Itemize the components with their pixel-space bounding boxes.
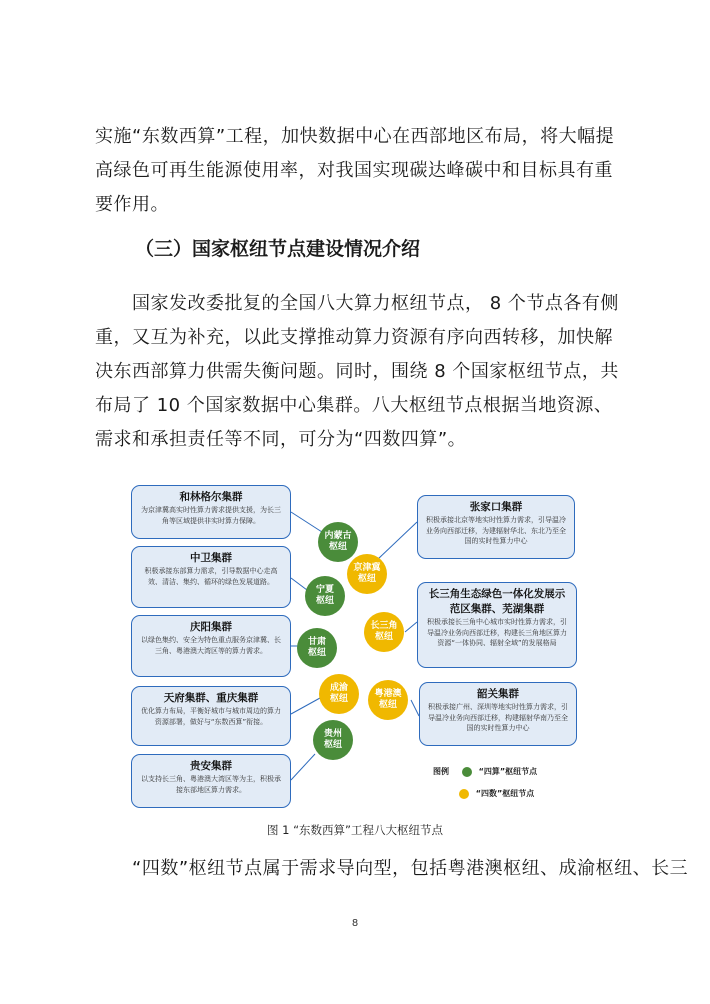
- node-label-line1: 长三角: [370, 621, 398, 631]
- cluster-card-helingeer: [131, 485, 291, 539]
- node-jingjinji: [347, 554, 387, 594]
- cluster-title: 庆阳集群: [190, 621, 232, 633]
- green-dot-icon: [462, 767, 472, 777]
- node-label-line2: 枢纽: [374, 632, 393, 642]
- node-label-line2: 枢纽: [329, 694, 348, 704]
- paragraph-continued: “四数”枢纽节点属于需求导向型，包括粤港澳枢纽、成渝枢纽、长三: [132, 858, 689, 879]
- legend: [433, 766, 583, 806]
- cluster-card-shaoguan: [419, 682, 577, 746]
- cluster-desc: 为京津冀高实时性算力需求提供支援，为长三角等区域提供非实时算力保障。: [141, 506, 281, 525]
- node-label-line2: 枢纽: [328, 542, 347, 552]
- paragraph-intro: 实施“东数西算”工程，加快数据中心在西部地区布局，将大幅提高绿色可再生能源使用率，对我国实现碳达峰碳中和目标具有重要作用。: [95, 126, 615, 215]
- node-label-line1: 粤港澳: [374, 689, 402, 699]
- cluster-title: 贵安集群: [190, 760, 232, 772]
- node-label-line1: 宁夏: [315, 585, 334, 595]
- cluster-card-qingyang: [131, 615, 291, 677]
- node-neimenggu: [318, 522, 358, 562]
- cluster-card-changsanjiao: [417, 582, 577, 668]
- legend-green-text: “四算”枢纽节点: [478, 767, 538, 776]
- cluster-title: 长三角生态绿色一体化发展示范区集群、芜湖集群: [428, 588, 566, 615]
- cluster-title: 中卫集群: [190, 552, 232, 564]
- page-number: 8: [351, 918, 359, 929]
- node-label-line2: 枢纽: [307, 648, 326, 658]
- legend-yellow-text: “四数”枢纽节点: [475, 789, 535, 798]
- node-yuegangao: [368, 680, 408, 720]
- figure-caption: 图 1 “东数西算”工程八大枢纽节点: [266, 823, 444, 837]
- node-ningxia: [305, 576, 345, 616]
- cluster-card-zhongwei: [131, 546, 291, 608]
- legend-row-yellow: [433, 788, 583, 806]
- node-guizhou: [313, 720, 353, 760]
- cluster-title: 张家口集群: [469, 501, 523, 513]
- node-changsanjiao: [364, 612, 404, 652]
- node-label-line2: 枢纽: [315, 596, 334, 606]
- cluster-card-zhangjiakou: [417, 495, 575, 559]
- cluster-desc: 积极承接长三角中心城市实时性算力需求，引导温冷业务向西部迁移，构建长三角地区算力资源“一体协同、辐射全域”的发展格局: [427, 618, 567, 647]
- node-label-line2: 枢纽: [378, 700, 397, 710]
- cluster-desc: 积极承接东部算力需求，引导数据中心走高效、清洁、集约、循环的绿色发展道路。: [144, 567, 278, 586]
- node-label-line1: 内蒙古: [324, 531, 352, 541]
- node-gansu: [297, 628, 337, 668]
- cluster-desc: 积极承接北京等地实时性算力需求，引导温冷业务向西部迁移，为建辐射华北、东北乃至全国的实时性算力中心: [426, 516, 566, 545]
- hub-nodes-diagram: [127, 482, 583, 812]
- cluster-title: 韶关集群: [477, 688, 519, 700]
- cluster-title: 天府集群、重庆集群: [163, 692, 259, 704]
- legend-row-green: [433, 766, 583, 784]
- cluster-card-tianfu-chongqing: [131, 686, 291, 746]
- node-label-line2: 枢纽: [323, 740, 342, 750]
- cluster-desc: 以支持长三角、粤港澳大湾区等为主，积极承接东部地区算力需求。: [141, 775, 281, 794]
- section-heading: （三）国家枢纽节点建设情况介绍: [135, 238, 421, 260]
- cluster-title: 和林格尔集群: [179, 491, 243, 503]
- yellow-dot-icon: [459, 789, 469, 799]
- paragraph-body: 国家发改委批复的全国八大算力枢纽节点， 8 个节点各有侧重，又互为补充，以此支撑推动算力资源有序向西转移，加快解决东西部算力供需失衡问题。同时，围绕 8 个国家枢纽节点，共布局了 10 个国家数据中心集群。八大枢纽节点根据当地资源、需求和承担责任等不同，可分为“四数四算”。: [95, 293, 619, 450]
- node-chengyu: [319, 674, 359, 714]
- node-label-line1: 京津冀: [353, 563, 381, 573]
- cluster-desc: 优化算力布局，平衡好城市与城市周边的算力资源部署，做好与“东数西算”衔接。: [141, 707, 281, 726]
- legend-label: 图例: [433, 767, 449, 776]
- cluster-desc: 以绿色集约、安全为特色重点服务京津冀、长三角、粤港澳大湾区等的算力需求。: [141, 636, 281, 655]
- node-label-line1: 成渝: [329, 683, 348, 693]
- cluster-desc: 积极承接广州、深圳等地实时性算力需求，引导温冷业务向西部迁移，构建辐射华南乃至全国的实时性算力中心: [428, 703, 568, 732]
- node-label-line1: 贵州: [323, 729, 342, 739]
- cluster-card-guian: [131, 754, 291, 808]
- node-label-line2: 枢纽: [357, 574, 376, 584]
- node-label-line1: 甘肃: [307, 637, 326, 647]
